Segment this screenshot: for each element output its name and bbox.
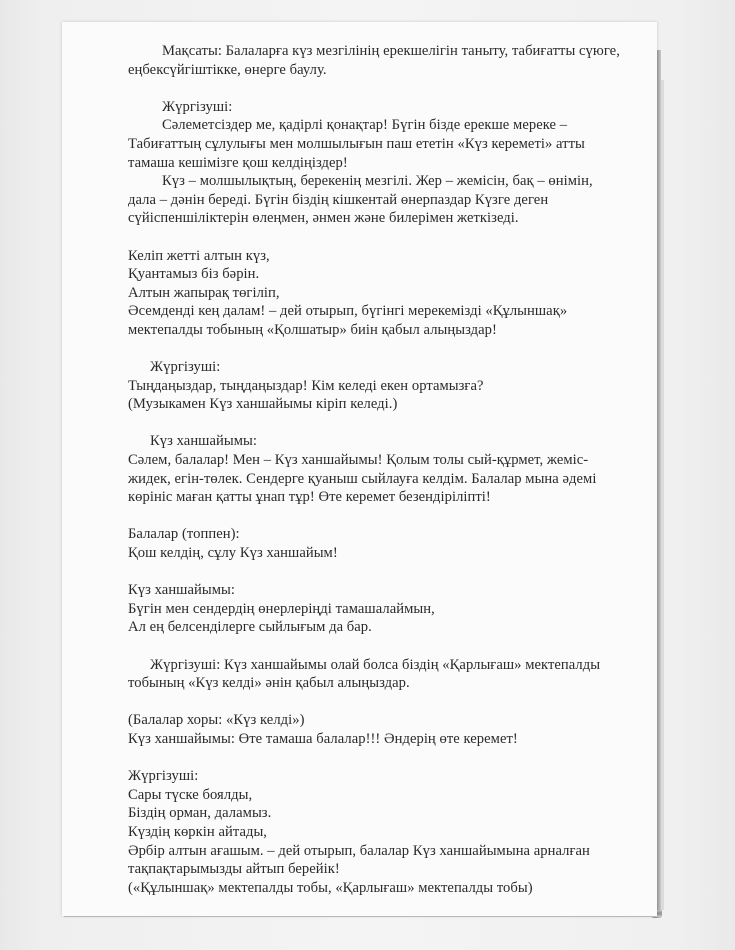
- speaker-label: Балалар (топпен):: [128, 526, 240, 543]
- poem-line: Келіп жетті алтын күз,: [128, 247, 270, 264]
- stage-direction: («Құлыншақ» мектепалды тобы, «Қарлығаш» мектепалды тобы): [128, 879, 533, 896]
- paragraph-gap: [128, 414, 648, 433]
- stage-direction: (Балалар хоры: «Күз келді»): [128, 712, 305, 729]
- text-line: Қош келдің, сұлу Күз ханшайым!: [128, 545, 338, 562]
- paragraph-gap: [128, 749, 648, 768]
- text-line: Күз – молшылықтың, берекенің мезгілі. Жер – жемісін, бақ – өнімін,: [162, 173, 593, 190]
- paragraph-gap: [128, 693, 648, 712]
- poem-line: Біздің орман, даламыз.: [128, 805, 272, 822]
- poem-line: Қуантамыз біз бәрін.: [128, 266, 260, 283]
- speaker-label: Жүргізуші:: [162, 98, 233, 115]
- text-line: Сәлем, балалар! Мен – Күз ханшайымы! Қолым толы сый-құрмет, жеміс-: [128, 452, 589, 469]
- text-line: Мақсаты: Балаларға күз мезгілінің ерекшелігін таныту, табиғатты сүюге,: [162, 43, 620, 59]
- text-line: Бүгін мен сендердің өнерлеріңді тамашалаймын,: [128, 600, 435, 617]
- text-line: Жүргізуші: Күз ханшайымы олай болса біздің «Қарлығаш» мектепалды: [150, 656, 601, 673]
- paragraph-gap: [128, 507, 648, 526]
- text-line: дала – дәнін береді. Бүгін біздің кішкентай өнерпаздар Күзге деген: [128, 191, 549, 208]
- text-line: көрініс маған қатты ұнап тұр! Өте керемет безендіріліпті!: [128, 489, 491, 506]
- paragraph-gap: [128, 563, 648, 582]
- speaker-label: Жүргізуші:: [150, 359, 221, 376]
- stage-direction: (Музыкамен Күз ханшайымы кіріп келеді.): [128, 396, 398, 413]
- speaker-label: Күз ханшайымы:: [150, 433, 257, 450]
- poem-line: Әсемденді кең далам! – дей отырып, бүгінгі мерекемізді «Құлыншақ»: [128, 303, 568, 320]
- poem-line: Сары түске боялды,: [128, 786, 253, 803]
- poem-line: Әрбір алтын ағашым. – дей отырып, балалар Күз ханшайымына арналған: [128, 842, 590, 859]
- page-stack-edge-right-outer: [661, 80, 664, 910]
- paragraph-gap: [128, 228, 648, 247]
- text-line: тобының «Күз келді» әнін қабыл алыңыздар.: [128, 675, 410, 692]
- text-line: тақпақтарымызды айтып берейік!: [128, 861, 340, 878]
- text-line: тамаша кешімізге қош келдіңіздер!: [128, 154, 348, 171]
- text-line: мектепалды тобының «Қолшатыр» биін қабыл алыңыздар!: [128, 321, 497, 338]
- speaker-label: Жүргізуші:: [128, 768, 199, 785]
- document-body: [128, 42, 648, 897]
- poem-line: Алтын жапырақ төгіліп,: [128, 284, 280, 301]
- paragraph-gap: [128, 637, 648, 656]
- speaker-label: Күз ханшайымы:: [128, 582, 235, 599]
- text-line: Тыңдаңыздар, тыңдаңыздар! Кім келеді екен ортамызға?: [128, 377, 484, 394]
- poem-line: Күздің көркін айтады,: [128, 823, 268, 840]
- text-line: Күз ханшайымы: Өте тамаша балалар!!! Әндерің өте керемет!: [128, 730, 518, 747]
- text-line: Ал ең белсенділерге сыйлығым да бар.: [128, 619, 372, 636]
- text-line: жидек, егін-төлек. Сендерге қуаныш сыйлауға келдім. Балалар мына әдемі: [128, 470, 597, 487]
- text-line: Табиғаттың сұлулығы мен молшылығын паш ететін «Күз кереметі» атты: [128, 135, 585, 152]
- text-line: Сәлеметсіздер ме, қадірлі қонақтар! Бүгін бізде ерекше мереке –: [162, 117, 568, 134]
- paragraph-gap: [128, 79, 648, 98]
- text-line: сүйіспеншіліктерін өлеңмен, әнмен және билерімен жеткізеді.: [128, 210, 519, 227]
- paragraph-gap: [128, 340, 648, 359]
- text-line: еңбексүйгіштікке, өнерге баулу.: [128, 61, 327, 78]
